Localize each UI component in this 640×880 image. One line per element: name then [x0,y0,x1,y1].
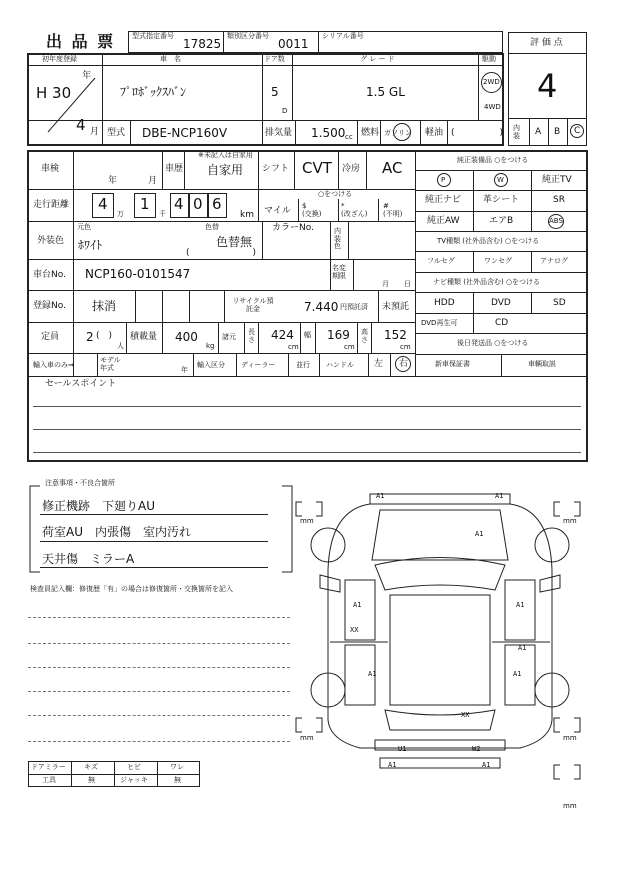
load-unit: kg [206,342,215,350]
fuel-other: ( ) [451,128,504,138]
ac-value: AC [382,159,403,177]
car-name-value: ﾌﾟﾛﾎﾞｯｸｽﾊﾞﾝ [120,85,187,99]
note-line-3: 天井傷 ミラーA [42,552,135,566]
mileage-digit-2-text: 1 [140,195,150,213]
equip-tv: 純正TV [542,175,572,185]
doors-suffix: D [282,107,288,115]
damage-mark-left-rear: A1 [368,670,377,678]
score-value: 4 [537,67,558,105]
interior-c: C [574,126,581,136]
damage-mark-left-door: XX [350,626,359,634]
displacement-value: 1.500 [311,126,346,140]
reg-no-label: 登録No. [33,301,66,311]
history-value: 自家用 [207,163,244,177]
length-label: 長さ [248,328,255,345]
interior-grade-label: 内装 [513,124,520,140]
damage-mark-left-front: A1 [353,601,362,609]
first-reg-label: 初年度登録 [42,55,77,63]
doors-label: ドア数 [264,55,285,63]
damage-mark-hood: A1 [475,530,484,538]
recycle-unpaid: 未預託 [382,302,410,312]
damage-mark-rear-right: W2 [472,745,481,753]
import-cat-label: 輸入区分 [197,361,225,369]
history-label: 車歴 [165,164,184,174]
navi-title: ナビ種類 (社外品含む) ○をつける [433,278,541,286]
mileage-label: 走行距離 [33,200,70,210]
model-type-label: 型式 [107,128,126,138]
height-unit: cm [400,343,411,351]
handle-label: ハンドル [326,361,354,369]
mm-front-right: mm [563,517,577,525]
handle-right: 右 [399,359,409,369]
scratch-label: キズ [84,763,98,771]
capacity-unit: 人 [117,342,124,350]
navi-dvd: DVD [491,298,511,308]
category-label: 類別区分番号 [227,32,269,40]
later-title: 後日発送品 ○をつける [457,339,529,347]
mileage-digit-5-text: 6 [212,195,222,213]
tv-fullseg: フルセグ [427,257,455,265]
crack-label: ヒビ [127,763,141,771]
mileage-digit-3-text: 4 [174,195,184,213]
history-note: ※未記入は自家用 [198,151,253,159]
interior-a: A [535,127,542,137]
vin-label: 車台No. [33,270,66,280]
equip-navi: 純正ナビ [425,195,462,205]
drive-2wd: 2WD [483,78,500,86]
shift-label: シフト [262,164,290,174]
mile-label: マイル [264,206,291,216]
circle-note: ○をつける [318,190,353,198]
damage-mark-right-door: A1 [518,644,527,652]
ac-label: 冷房 [342,164,361,174]
name-change-label: 名変期限 [332,264,346,281]
model-designation-value: 17825 [183,37,222,51]
equip-w: W [497,176,504,184]
dim-label: 諸元 [222,333,236,341]
name-change-month: 月 [382,280,389,288]
width-value: 169 [327,328,350,342]
equip-leather: 革シート [483,195,520,205]
model-year-unit: 年 [181,366,188,374]
exchange-label: $ (交換) [302,202,322,219]
mileage-sen: 千 [159,210,166,218]
mileage-digit-1-text: 4 [98,195,108,213]
equip-abs: ABS [549,217,563,225]
recycle-amount: 7.440 [304,300,339,314]
model-year-label: モデル 年式 [100,356,121,373]
equip-airbag: エアB [489,216,514,226]
break-label: ワレ [170,763,184,771]
serial-label: シリアル番号 [322,32,364,40]
equip-aw: 純正AW [427,216,460,226]
fuel-value: ガソリン [384,129,412,137]
category-value: 0011 [278,37,309,51]
reg-no-value: 抹消 [92,299,117,313]
tv-analog: アナログ [540,257,568,265]
page-title: 出 品 票 [46,32,116,51]
inspection-month: 月 [148,176,158,186]
color-change-value: 色替無 [216,235,253,249]
later-warranty: 新車保証書 [435,360,470,368]
mileage-unit: km [240,210,254,220]
equipment-title: 純正装備品 ○をつける [457,156,529,164]
import-label: 輸入車のみ⇒ [33,361,74,369]
first-reg-era: H 30 [36,84,72,102]
exterior-color-label: 外装色 [37,236,65,246]
damage-mark-front-bumper-right: A1 [495,492,504,500]
note-line-2: 荷室AU 内張傷 室内汚れ [42,525,191,539]
recycle-suffix: 円預託済 [340,303,368,311]
displacement-label: 排気量 [265,128,293,138]
name-change-day: 日 [404,280,411,288]
model-type-value: DBE-NCP160V [142,126,228,140]
orig-color-label: 元色 [77,223,91,231]
grade-label: グ レ ー ド [360,55,395,63]
car-name-label: 車 名 [160,55,181,63]
navi-sd: SD [553,298,566,308]
mm-rear-left: mm [300,734,314,742]
tv-oneseg: ワンセグ [484,257,512,265]
width-unit: cm [344,343,355,351]
navi-hdd: HDD [434,298,455,308]
car-diagram [290,470,590,810]
tools-label: 工具 [42,776,56,784]
load-label: 積載量 [130,332,158,342]
recycle-label: リサイクル預託金 [232,297,274,314]
tv-title: TV種類 (社外品含む) ○をつける [437,237,540,245]
length-unit: cm [288,343,299,351]
displacement-unit: cc [345,133,353,141]
doors-value: 5 [271,85,279,99]
inspection-year: 年 [108,176,118,186]
color-change-label: 色替 [205,223,219,231]
tampered-label: * (改ざん) [341,202,368,219]
unknown-label: # (不明) [383,202,403,219]
mm-rear-right: mm [563,734,577,742]
dvd-play-label: DVD再生可 [421,319,458,327]
capacity-value: 2 [86,330,94,344]
length-value: 424 [271,328,294,342]
drive-label: 駆動 [482,55,496,63]
color-no-label: カラーNo. [272,223,314,233]
height-value: 152 [384,328,407,342]
damage-mark-right-front: A1 [516,601,525,609]
color-paren: ( ) [186,248,257,258]
height-label: 高さ [361,328,368,345]
inspection-label: 車検 [41,164,60,174]
cd-label: CD [495,318,509,328]
inspector-label: 検査員記入欄：修復歴「有」の場合は修復箇所・交換箇所を記入 [30,585,233,593]
grade-value: 1.5 GL [366,85,405,99]
note-line-1: 修正機跡 下廻りAU [42,499,155,513]
model-designation-label: 型式指定番号 [132,32,174,40]
mileage-digit-4-text: 0 [193,195,203,213]
damage-mark-front-bumper-left: A1 [376,492,385,500]
mileage-man: 万 [117,210,124,218]
interior-b: B [554,127,561,137]
handle-left: 左 [374,359,384,369]
interior-color-label: 内装色 [334,227,341,251]
sales-point-label: セールスポイント [45,379,117,389]
jack-value: 無 [174,776,181,784]
equip-p: P [441,176,446,184]
orig-color-value: ﾎﾜｲﾄ [78,238,103,252]
dealer-label: ディーラー [241,361,276,369]
jack-label: ジャッキ [120,776,148,784]
damage-mark-rear-bumper-right: A1 [482,761,491,769]
drive-4wd: 4WD [484,103,501,111]
load-value: 400 [175,330,198,344]
mm-front-left: mm [300,517,314,525]
mm-rear-bottom: mm [563,802,577,810]
parallel-label: 並行 [296,361,310,369]
first-reg-year-unit: 年 [82,71,92,81]
equip-sr: SR [553,195,565,205]
score-label: 評 価 点 [530,38,563,48]
damage-mark-right-rear: A1 [513,670,522,678]
damage-mark-rear-bumper-left: A1 [388,761,397,769]
damage-mark-rear-center: XX [461,711,470,719]
width-label: 幅 [304,331,311,339]
capacity-paren: ( ) [96,331,113,341]
notes-title: 注意事項・不良合箇所 [45,479,115,487]
first-reg-month: 4 [76,116,86,134]
capacity-label: 定員 [41,332,60,342]
light-oil-label: 軽油 [425,128,444,138]
later-manual: 車輌取説 [528,360,556,368]
tools-value: 無 [88,776,95,784]
damage-mark-rear-left: U1 [398,745,407,753]
shift-value: CVT [302,159,332,177]
vin-value: NCP160-0101547 [85,267,191,281]
door-mirror-label: ドアミラー [31,763,66,771]
fuel-label: 燃料 [361,128,380,138]
first-reg-month-unit: 月 [90,127,100,137]
